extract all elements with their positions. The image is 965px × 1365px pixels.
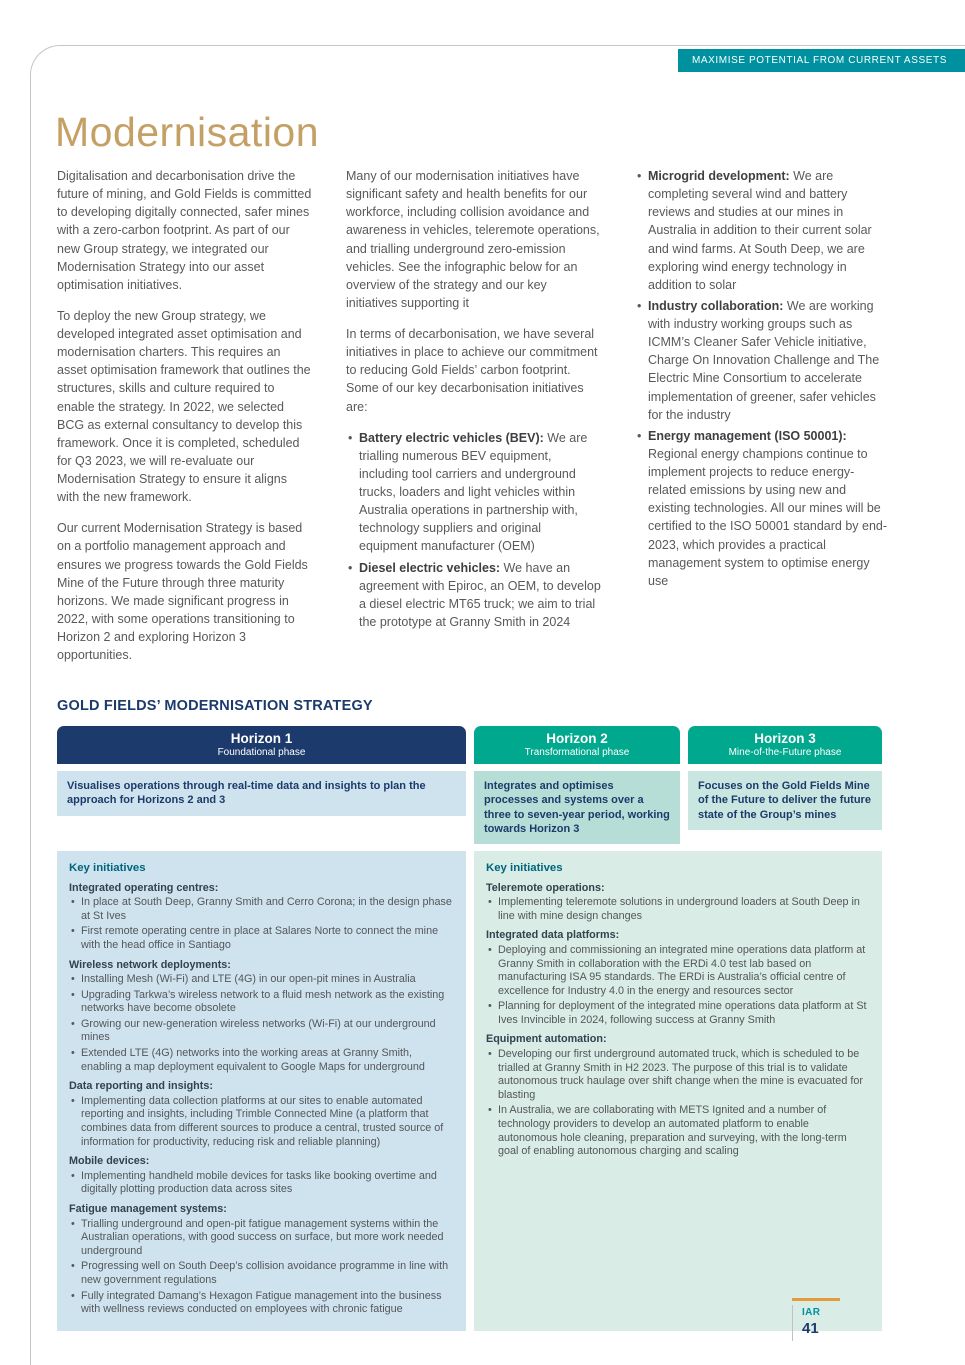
initiative-group-label: Data reporting and insights: xyxy=(69,1080,213,1093)
footer-accent-rule xyxy=(792,1298,840,1301)
bullet-item xyxy=(635,427,890,590)
intro-column-2 xyxy=(346,167,601,677)
key-initiatives-heading: Key initiatives xyxy=(486,862,563,875)
bullet-lead: Microgrid development: xyxy=(648,169,790,183)
horizon1-key-initiatives xyxy=(57,851,466,1331)
paragraph: Many of our modernisation initiatives have significant safety and health benefits for our workforce, including collision avoidance and awareness in vehicles, teleremote operations, and trialling underground zero-emission vehicles. See the infographic below for an overview of the strategy and our key initiatives supporting it xyxy=(346,169,600,310)
initiative-group-label: Integrated data platforms: xyxy=(486,929,620,942)
paragraph: To deploy the new Group strategy, we developed integrated asset optimisation and modernisation charters. This requires an asset optimisation framework that outlines the structures, skills and culture required to enable the strategy. In 2022, we selected BCG as external consultancy to develop this framework. Once it is completed, scheduled for Q3 2023, we will re-evaluate our Modernisation Strategy to ensure it aligns with the new framework. xyxy=(57,308,311,505)
initiative-group-label: Teleremote operations: xyxy=(486,881,605,894)
bullet-item xyxy=(346,559,601,632)
bullet-lead: Industry collaboration: xyxy=(648,298,784,313)
paragraph: In terms of decarbonisation, we have several initiatives in place to achieve our commitment to reducing Gold Fields’ carbon footprint. Some of our key decarbonisation initiatives are: xyxy=(346,327,598,414)
horizon2-header xyxy=(474,726,680,764)
initiative-item: • Growing our new-generation wireless networks (Wi-Fi) at our underground mines xyxy=(69,1018,454,1045)
initiative-list xyxy=(69,973,454,1074)
intro-columns xyxy=(57,167,890,677)
horizon3-title: Horizon 3 xyxy=(754,731,816,746)
horizon2-subtitle: Transformational phase xyxy=(524,747,630,758)
horizon1-title: Horizon 1 xyxy=(230,731,293,746)
initiative-item: • Progressing well on South Deep’s collision avoidance programme in line with new government regulations xyxy=(69,1260,454,1287)
bullet-lead: Energy management (ISO 50001): xyxy=(648,428,847,443)
initiative-item: • Developing our first underground automated truck, which is scheduled to be trialled at Granny Smith in H2 2023. The purpose of this trial is to validate autonomous truck haulage over shift change when the mine is evacuated for blasting xyxy=(486,1048,870,1102)
bullet-item xyxy=(346,429,601,556)
bullet-text: We have an agreement with Epiroc, an OEM, to develop a diesel electric MT65 truck; we aim to trial the prototype at Granny Smith in 2024 xyxy=(359,560,601,629)
bullet-text: We are trialling numerous BEV equipment, including tool carriers and underground trucks, loaders and light vehicles within Australia operations in partnership with, technology suppliers and original equipment manufacturer (OEM) xyxy=(359,430,588,554)
initiative-item: • Deploying and commissioning an integrated mine operations data platform at Granny Smith in collaboration with the ERDi 4.0 test lab based on manufacturing ISA 95 standards. The ERDi is Australia’s official centre of excellence for Industry 4.0 in the energy and resources sector xyxy=(486,944,870,998)
initiative-list xyxy=(69,1095,454,1149)
bullet-text: We are completing several wind and battery reviews and studies at our mines in Australia in addition to their current solar and wind farms. At South Deep, we are exploring wind energy technology in addition to solar xyxy=(648,169,872,292)
initiative-item: • Planning for deployment of the integrated mine operations data platform at St Ives Invincible in 2024, following success at Granny Smith xyxy=(486,1000,870,1027)
horizon1-subtitle: Foundational phase xyxy=(217,747,306,758)
horizon3-header xyxy=(688,726,882,764)
footer-body xyxy=(792,1305,840,1341)
bullet-item xyxy=(635,297,890,424)
modernisation-strategy-section xyxy=(57,698,887,1331)
initiative-item: • Fully integrated Damang’s Hexagon Fatigue management into the business with wellness reviews conducted on employees with chronic fatigue xyxy=(69,1290,454,1317)
page-title: Modernisation xyxy=(55,109,320,156)
horizon2-3-key-initiatives xyxy=(474,851,882,1331)
initiative-item: • In place at South Deep, Granny Smith and Cerro Corona; in the design phase at St Ives xyxy=(69,896,454,923)
initiative-item: • Implementing teleremote solutions in underground loaders at South Deep in line with mine design changes xyxy=(486,896,870,923)
horizon1-header xyxy=(57,726,466,764)
page-number: 41 xyxy=(802,1320,819,1337)
initiative-list xyxy=(69,896,454,952)
section-badge: MAXIMISE POTENTIAL FROM CURRENT ASSETS xyxy=(678,49,965,72)
horizon3-subtitle: Mine-of-the-Future phase xyxy=(728,747,842,758)
strategy-heading: GOLD FIELDS’ MODERNISATION STRATEGY xyxy=(57,698,373,714)
energy-bullet-list xyxy=(635,167,890,590)
page-footer xyxy=(792,1298,840,1341)
horizon2-description: Integrates and optimises processes and systems over a three to seven-year period, working towards Horizon 3 xyxy=(474,771,680,844)
report-code: IAR xyxy=(802,1307,821,1318)
initiative-item: • Installing Mesh (Wi-Fi) and LTE (4G) in our open-pit mines in Australia xyxy=(69,973,454,987)
initiative-item: • In Australia, we are collaborating with METS Ignited and a number of technology providers to develop an automated platform to enable autonomous hole cleaning, preparation and surveying, with the long-term goal of enabling autonomous charging and scaling xyxy=(486,1104,870,1158)
strategy-grid xyxy=(57,726,887,1331)
paragraph: Our current Modernisation Strategy is based on a portfolio management approach and ensures we progress towards the Gold Fields Mine of the Future through three maturity horizons. We made significant progress in 2022, with some operations transitioning to Horizon 2 and exploring Horizon 3 opportunities. xyxy=(57,521,308,663)
initiative-item: • Extended LTE (4G) networks into the working areas at Granny Smith, enabling a map deployment equivalent to Google Maps for underground xyxy=(69,1047,454,1074)
paragraph: Digitalisation and decarbonisation drive the future of mining, and Gold Fields is committed to developing digitally connected, safer mines with a zero-carbon footprint. As part of our new Group strategy, we integrated our Modernisation Strategy into our asset optimisation initiatives. xyxy=(57,169,312,292)
initiative-group-label: Fatigue management systems: xyxy=(69,1203,227,1216)
initiative-list xyxy=(486,896,870,923)
initiative-item: • First remote operating centre in place at Salares Norte to connect the mine with the head office in Santiago xyxy=(69,925,454,952)
initiative-group-label: Wireless network deployments: xyxy=(69,958,231,971)
bullet-text: We are working with industry working groups such as ICMM’s Cleaner Safer Vehicle initiative, Charge On Innovation Challenge and The Electric Mine Consortium to accelerate implementation of greener, safer vehicles for the industry xyxy=(648,298,880,422)
horizon2-title: Horizon 2 xyxy=(546,731,608,746)
bullet-lead: Battery electric vehicles (BEV): xyxy=(359,430,544,445)
initiative-item: • Implementing data collection platforms at our sites to enable automated reporting and insights, including Trimble Connected Mine (a platform that combines data from different sources to produce a central, trusted source of information for productivity, reducing risk and reliable planning) xyxy=(69,1095,454,1149)
intro-column-3 xyxy=(635,167,890,677)
key-initiatives-heading: Key initiatives xyxy=(69,862,146,875)
initiative-list xyxy=(69,1218,454,1317)
initiative-item: • Trialling underground and open-pit fatigue management systems within the Australian operations, with good success on surface, but more work needed underground xyxy=(69,1218,454,1259)
bullet-text: Regional energy champions continue to implement projects to reduce energy-related emissions by using new and existing technologies. All our mines will be certified to the ISO 50001 standard by end-2023, which provides a practical management system to optimise energy use xyxy=(648,446,888,588)
horizon1-description: Visualises operations through real-time data and insights to plan the approach for Horizons 2 and 3 xyxy=(57,771,466,816)
initiative-list xyxy=(69,1170,454,1197)
initiative-item: • Upgrading Tarkwa’s wireless network to a fluid mesh network as the existing networks have become obsolete xyxy=(69,989,454,1016)
intro-column-1 xyxy=(57,167,312,677)
initiative-list xyxy=(486,944,870,1028)
initiative-list xyxy=(486,1048,870,1159)
horizon3-description: Focuses on the Gold Fields Mine of the Future to deliver the future state of the Group’s mines xyxy=(688,771,882,830)
initiative-group-label: Equipment automation: xyxy=(486,1033,607,1046)
bullet-item xyxy=(635,167,890,294)
decarbonisation-bullet-list xyxy=(346,429,601,631)
initiative-item: • Implementing handheld mobile devices for tasks like booking overtime and digitally plotting production data across sites xyxy=(69,1170,454,1197)
bullet-lead: Diesel electric vehicles: xyxy=(359,560,501,575)
initiative-group-label: Mobile devices: xyxy=(69,1155,150,1168)
initiative-group-label: Integrated operating centres: xyxy=(69,881,219,894)
